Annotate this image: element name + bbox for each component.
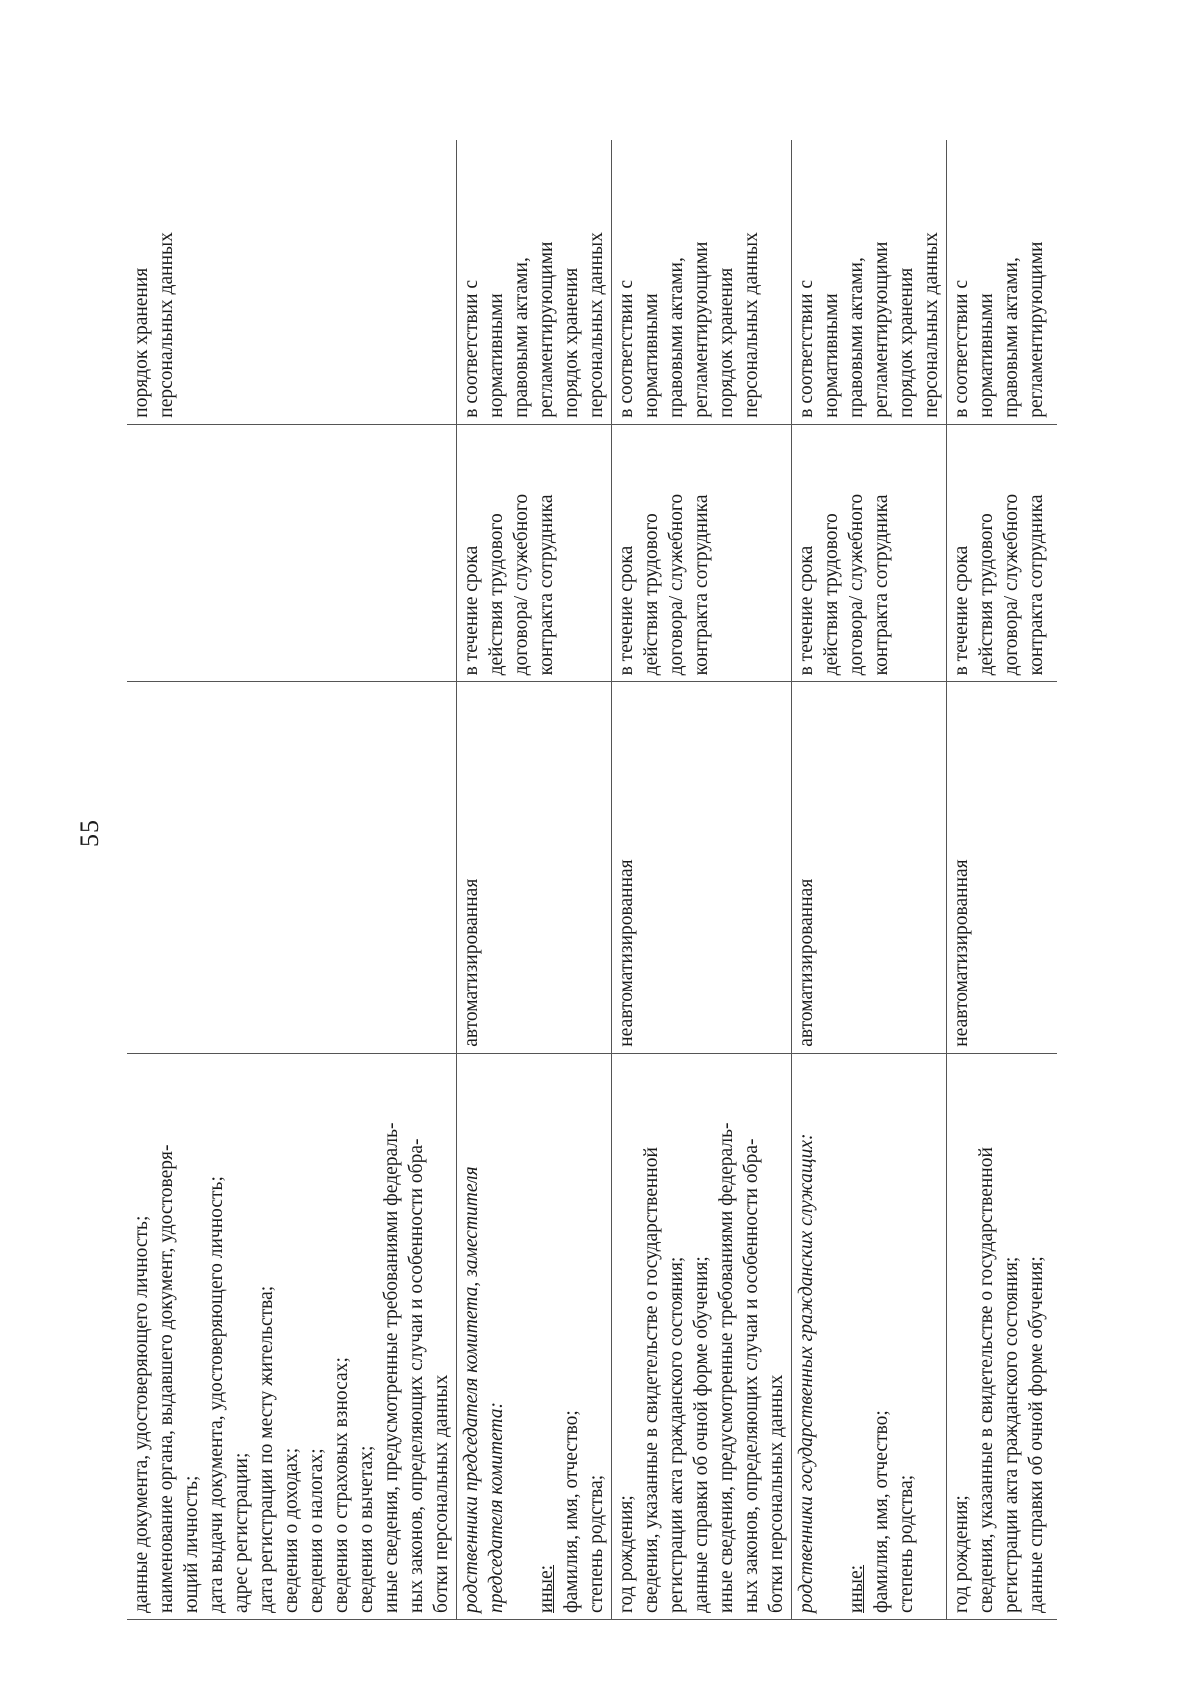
list-item: в течение срока [461,545,482,676]
processing-method-cell [612,682,792,1053]
list-item: регламентирующими [1026,241,1047,418]
list-item: сведения, указанные в свидетельстве о государственной [641,1147,662,1613]
list-item: ных законов, определяющих случаи и особенности обра- [741,1138,762,1613]
list-item: договора/ служебного [846,493,867,676]
personal-data-table [127,140,1057,1620]
storage-period-cell [947,424,1057,682]
storage-order-cell [457,140,612,424]
list-item: наименование органа, выдавшего документ, удостоверя- [156,1144,177,1613]
storage-period-cell [127,424,457,682]
table-row [612,140,792,1620]
list-item: контракта сотрудника [871,494,892,676]
data-categories-cell [127,1053,457,1619]
list-item: ных законов, определяющих случаи и особенности обра- [406,1138,427,1613]
rotated-table-sheet [127,140,1077,1620]
list-item: действия трудового [641,513,662,676]
table-row [457,140,612,1620]
list-item: действия трудового [821,513,842,676]
list-item: правовыми актами, [511,257,532,418]
table-row [947,140,1057,1620]
list-item: иные сведения, предусмотренные требованиями федераль- [716,1122,737,1613]
column-header: порядок хранения [131,267,152,418]
list-item: персональных данных [586,232,607,418]
list-item: год рождения; [951,1495,972,1613]
list-item: правовыми актами, [846,257,867,418]
processing-method-cell [947,682,1057,1053]
list-item: адрес регистрации; [231,1452,252,1613]
list-item: порядок хранения [716,267,737,418]
storage-order-cell [612,140,792,424]
storage-period-cell [612,424,792,682]
processing-method: неавтоматизированная [951,859,972,1047]
storage-period-cell [792,424,947,682]
list-item: в течение срока [796,545,817,676]
processing-method: автоматизированная [461,878,482,1047]
table-row [792,140,947,1620]
group-heading: председателя комитета: [486,1401,507,1613]
storage-order-cell [947,140,1057,424]
list-item: регламентирующими [536,241,557,418]
data-categories-cell [947,1053,1057,1619]
list-item: в соответствии с [616,279,637,418]
data-categories-cell [792,1053,947,1619]
list-item: сведения о налогах; [306,1448,327,1613]
list-item: персональных данных [741,232,762,418]
list-item: сведения о вычетах; [356,1445,377,1613]
list-item: регламентирующими [691,241,712,418]
list-item: контракта сотрудника [691,494,712,676]
list-item: сведения, указанные в свидетельстве о государственной [976,1147,997,1613]
list-item: иные сведения, предусмотренные требованиями федераль- [381,1122,402,1613]
list-item: фамилия, имя, отчество; [561,1410,582,1613]
list-item: порядок хранения [896,267,917,418]
processing-method-cell [127,682,457,1053]
list-item: дата выдачи документа, удостоверяющего личность; [206,1176,227,1613]
list-item: действия трудового [976,513,997,676]
list-item: данные документа, удостоверяющего личность; [131,1215,152,1613]
list-item: правовыми актами, [1001,257,1022,418]
table-row [127,140,457,1620]
column-header: персональных данных [156,232,177,418]
list-item: регистрации акта гражданского состояния; [666,1256,687,1613]
storage-period-cell [457,424,612,682]
list-item: в течение срока [616,545,637,676]
list-item: персональных данных [921,232,942,418]
list-item: степень родства; [586,1474,607,1613]
group-label: иные: [846,1564,867,1613]
list-item: ющий личность; [181,1475,202,1613]
list-item: в соответствии с [951,279,972,418]
list-item: год рождения; [616,1495,637,1613]
data-categories-cell [457,1053,612,1619]
group-heading: родственники председателя комитета, заместителя [461,1166,482,1613]
list-item: договора/ служебного [511,493,532,676]
list-item: дата регистрации по месту жительства; [256,1285,277,1613]
list-item: нормативными [976,293,997,418]
list-item: в течение срока [951,545,972,676]
list-item: нормативными [821,293,842,418]
storage-order-header [127,140,457,424]
list-item: договора/ служебного [1001,493,1022,676]
data-categories-cell [612,1053,792,1619]
list-item: регистрации акта гражданского состояния; [1001,1256,1022,1613]
page-number: 55 [75,819,104,847]
list-item: степень родства; [896,1474,917,1613]
list-item: нормативными [486,293,507,418]
list-item: данные справки об очной форме обучения; [691,1256,712,1613]
list-item: ботки персональных данных [766,1374,787,1613]
group-heading: родственники государственных гражданских служащих: [796,1133,817,1613]
list-item: правовыми актами, [666,257,687,418]
processing-method: неавтоматизированная [616,859,637,1047]
list-item: порядок хранения [561,267,582,418]
processing-method-cell [792,682,947,1053]
list-item: в соответствии с [461,279,482,418]
list-item: договора/ служебного [666,493,687,676]
list-item: нормативными [641,293,662,418]
processing-method: автоматизированная [796,878,817,1047]
list-item: фамилия, имя, отчество; [871,1410,892,1613]
list-item: сведения о страховых взносах; [331,1357,352,1613]
list-item: действия трудового [486,513,507,676]
processing-method-cell [457,682,612,1053]
list-item: ботки персональных данных [431,1374,452,1613]
list-item: в соответствии с [796,279,817,418]
list-item: регламентирующими [871,241,892,418]
list-item: контракта сотрудника [536,494,557,676]
storage-order-cell [792,140,947,424]
list-item: сведения о доходах; [281,1447,302,1613]
list-item: данные справки об очной форме обучения; [1026,1256,1047,1613]
list-item: контракта сотрудника [1026,494,1047,676]
group-label: иные: [536,1564,557,1613]
